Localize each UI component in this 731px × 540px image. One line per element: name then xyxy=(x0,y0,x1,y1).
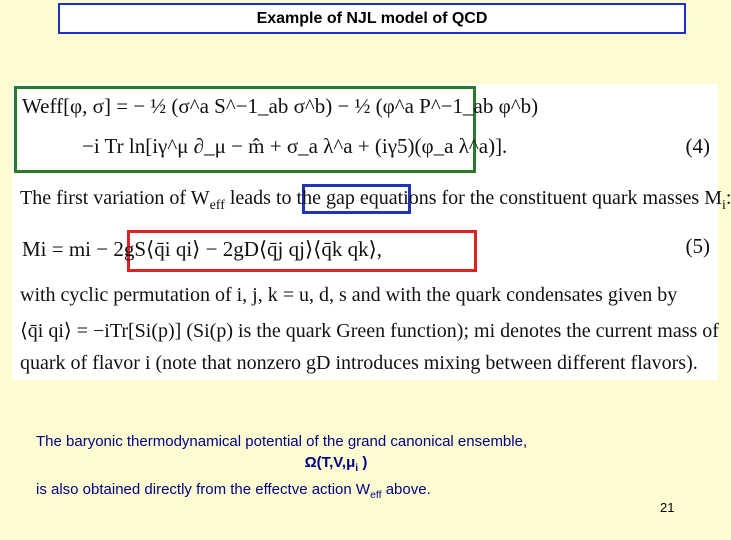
equation-4-line-1: Weff[φ, σ] = − ½ (σ^a S^−1_ab σ^b) − ½ (φ^a P^−1_ab φ^b) xyxy=(22,94,539,118)
first-variation-part-b: leads to the xyxy=(224,187,326,209)
slide-title xyxy=(58,3,686,34)
first-variation-part-a: The first variation of W xyxy=(20,187,210,209)
potential-sub: i xyxy=(355,462,359,474)
caption-line-2 xyxy=(36,452,636,479)
caption-line-3-end: above. xyxy=(381,481,431,498)
caption-line-3 xyxy=(36,479,636,506)
caption xyxy=(36,431,636,506)
potential-symbol: Ω(T,V,μ xyxy=(304,454,356,471)
equation-5-number: (5) xyxy=(685,234,710,258)
equation-4-line-2: −i Tr ln[iγ^μ ∂_μ − m̂ + σ_a λ^a + (iγ5)(φ_a λ^a)]. xyxy=(82,134,508,158)
caption-line-1: The baryonic thermodynamical potential of the grand canonical ensemble, xyxy=(36,433,528,450)
equation-4-number: (4) xyxy=(685,134,710,158)
first-variation-end: : xyxy=(725,187,731,209)
first-variation-sub-i: i xyxy=(722,198,726,213)
paragraph-line-3: quark of flavor i (note that nonzero gD introduces mixing between different flavors). xyxy=(20,352,698,374)
paragraph-line-1: with cyclic permutation of i, j, k = u, d, s and with the quark condensates given by xyxy=(20,284,678,306)
slide-title-text: Example of NJL model of QCD xyxy=(256,9,488,27)
first-variation-text xyxy=(20,187,731,214)
gap-equations-phrase: gap equations xyxy=(325,187,437,209)
equation-image xyxy=(12,84,731,380)
equation-5: Mi = mi − 2gS⟨q̄i qi⟩ − 2gD⟨q̄j qj⟩⟨q̄k qk⟩, xyxy=(22,237,383,261)
page-number: 21 xyxy=(660,500,675,515)
potential-end: ) xyxy=(358,454,368,471)
caption-line-3-sub: eff xyxy=(370,489,382,501)
first-variation-part-c: for the constituent quark masses M xyxy=(436,187,722,209)
caption-line-3-main: is also obtained directly from the effectve action W xyxy=(36,481,371,498)
first-variation-sub: eff xyxy=(209,198,225,213)
paragraph-line-2: ⟨q̄i qi⟩ = −iTr[Si(p)] (Si(p) is the quark Green function); mi denotes the current mass of xyxy=(20,320,719,342)
